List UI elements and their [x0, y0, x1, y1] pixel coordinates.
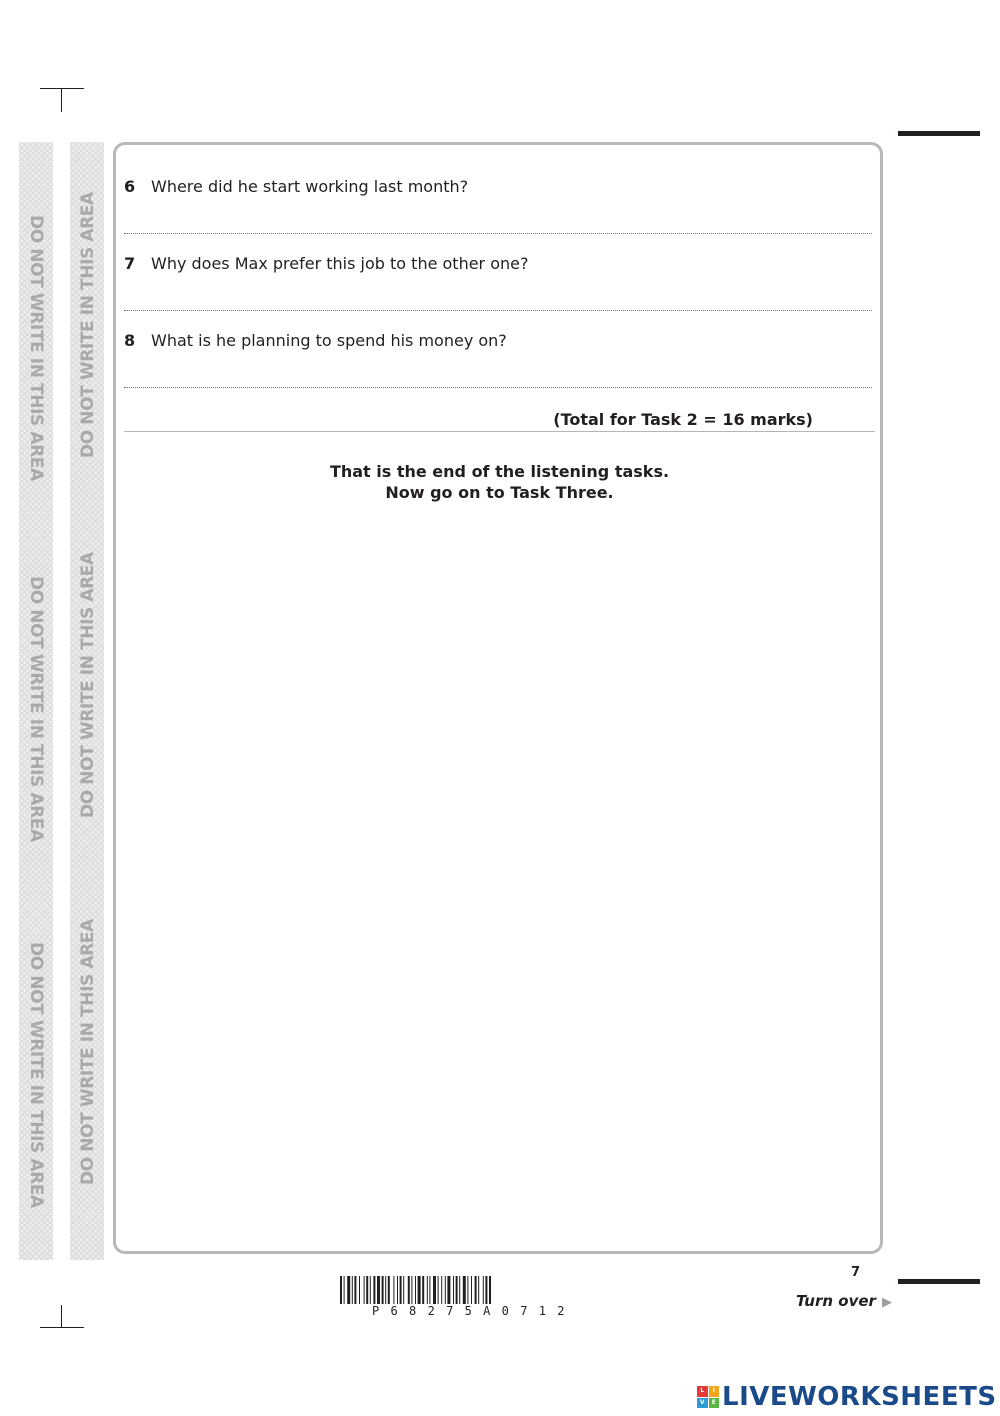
answer-line-8[interactable]: [124, 387, 872, 388]
logo-block-l: L: [697, 1386, 708, 1397]
margin-warning-outer-1: DO NOT WRITE IN THIS AREA: [26, 215, 46, 481]
margin-warning-outer-3: DO NOT WRITE IN THIS AREA: [26, 942, 46, 1208]
answer-line-6[interactable]: [124, 233, 872, 234]
turn-over[interactable]: [796, 1292, 892, 1310]
crop-mark-top-v: [61, 88, 62, 112]
crop-mark-top-h: [40, 88, 84, 89]
barcode-text: P68275A0712: [372, 1304, 576, 1318]
task-total-marks: (Total for Task 2 = 16 marks): [553, 410, 813, 429]
end-message-line1: That is the end of the listening tasks.: [329, 462, 670, 481]
logo-block-i: I: [709, 1386, 720, 1397]
question-text: What is he planning to spend his money on?: [151, 331, 507, 350]
liveworksheets-logo: [697, 1382, 997, 1412]
margin-warning-inner-3: DO NOT WRITE IN THIS AREA: [78, 919, 98, 1185]
margin-warning-inner-1: DO NOT WRITE IN THIS AREA: [78, 192, 98, 458]
divider: [124, 431, 875, 432]
answer-frame: [113, 142, 883, 1254]
logo-block-v: V: [697, 1398, 708, 1409]
page-tick-bottom: [898, 1279, 980, 1284]
question-number: 8: [124, 331, 136, 350]
question-number: 7: [124, 254, 136, 273]
play-arrow-icon: ▶: [881, 1295, 892, 1310]
logo-block-e: E: [709, 1398, 720, 1409]
crop-mark-bottom-v: [61, 1305, 62, 1327]
question-7: [124, 254, 528, 274]
page-number: 7: [851, 1265, 861, 1280]
barcode-icon: [340, 1276, 660, 1304]
liveworksheets-text: LIVEWORKSHEETS: [722, 1382, 997, 1412]
turn-over-label: Turn over: [796, 1292, 876, 1310]
margin-warning-inner-2: DO NOT WRITE IN THIS AREA: [78, 552, 98, 818]
question-8: [124, 331, 507, 351]
question-number: 6: [124, 177, 136, 196]
question-text: Where did he start working last month?: [151, 177, 469, 196]
question-6: [124, 177, 468, 197]
question-text: Why does Max prefer this job to the other one?: [151, 254, 529, 273]
liveworksheets-blocks-icon: [697, 1386, 719, 1408]
end-message-line2: Now go on to Task Three.: [385, 483, 614, 502]
crop-mark-bottom-h: [40, 1327, 84, 1328]
answer-line-7[interactable]: [124, 310, 872, 311]
page-tick-top: [898, 131, 980, 136]
margin-warning-outer-2: DO NOT WRITE IN THIS AREA: [26, 576, 46, 842]
